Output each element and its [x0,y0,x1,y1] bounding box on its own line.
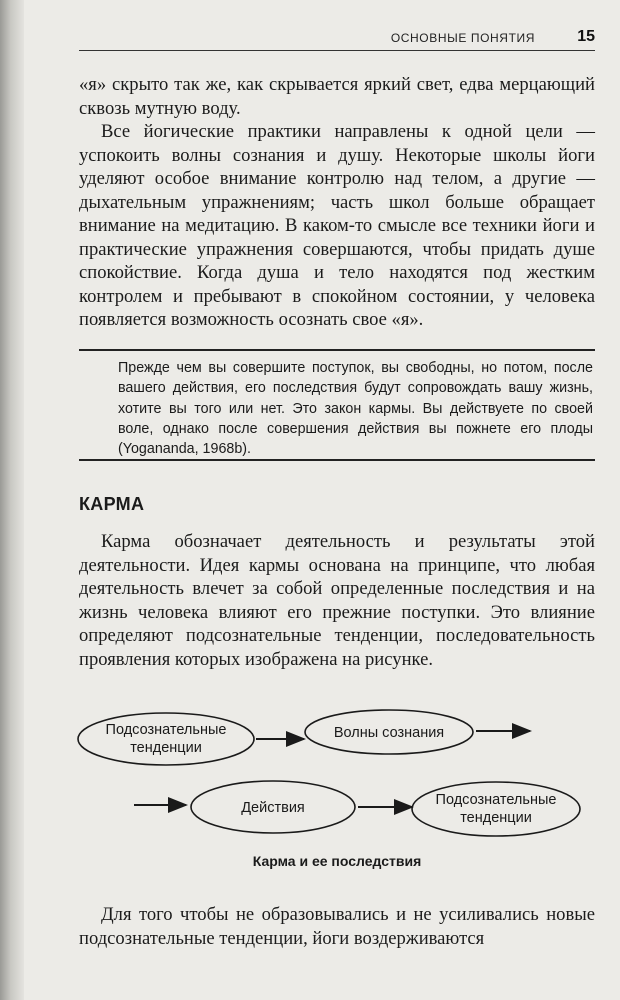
book-spine-shadow [0,0,24,1000]
paragraph-karma-definition [79,530,595,671]
karma-diagram [0,700,620,850]
paragraph-karma-definition-text: Карма обозначает деятельность и результаты этой деятельности. Идея кармы основана на принципе, что любая деятельность влечет за собой определенные последствия и на жизнь человека влияют его прежние поступки. Это влияние определяют подсознательные тенденции, последовательность проявления которых изображена на рисунке. [79,531,595,670]
node1-label-line2: тенденции [130,740,202,756]
figure-caption: Карма и ее последствия [252,853,422,869]
node3-label: Действия [241,800,305,816]
quote-bottom-rule [79,459,595,461]
paragraph-bottom-text: Для того чтобы не образовывались и не усиливались новые подсознательные тенденции, йоги воздерживаются [79,904,595,949]
node-subconscious-tendencies-2 [412,782,580,836]
paragraph-yoga-practices [79,120,595,332]
quote-block: Прежде чем вы совершите поступок, вы свободны, но потом, после вашего действия, его последствия будут сопровождать вашу жизнь, хотите вы того или нет. Это закон кармы. Вы действуете по своей воле, однако после совершения действия вы пожнете его плоды (Yogananda, 1968b). [118,360,593,458]
section-title: КАРМА [79,494,145,514]
node1-label-line1: Подсознательные [105,722,227,738]
node-subconscious-tendencies-1 [78,713,254,765]
node2-label: Волны сознания [333,725,445,741]
quote-top-rule [79,349,595,351]
running-title: ОСНОВНЫЕ ПОНЯТИЯ [390,31,535,45]
page-number: 15 [577,28,595,45]
node4-label-line1: Подсознательные [435,792,557,808]
paragraph-bottom [79,903,595,950]
paragraph-continuation-text: «я» скрыто так же, как скрывается яркий свет, едва мерцающий сквозь мутную воду. [79,74,595,119]
paragraph-continuation [79,73,595,120]
page-header [79,27,595,49]
header-rule [79,50,595,51]
node4-label-line2: тенденции [460,810,532,826]
paragraph-yoga-practices-text: Все йогические практики направлены к одной цели — успокоить волны сознания и душу. Некоторые школы йоги уделяют особое внимание контролю над телом, а другие — дыхательным упражнениям; часть школ больше обращает внимание на медитацию. В каком-то смысле все техники йоги и практические упражнения совершаются, чтобы придать душе спокойствие. Когда душа и тело находятся под жестким контролем и пребывают в спокойном состоянии, у человека появляется возможность осознать свое «я». [79,121,595,330]
